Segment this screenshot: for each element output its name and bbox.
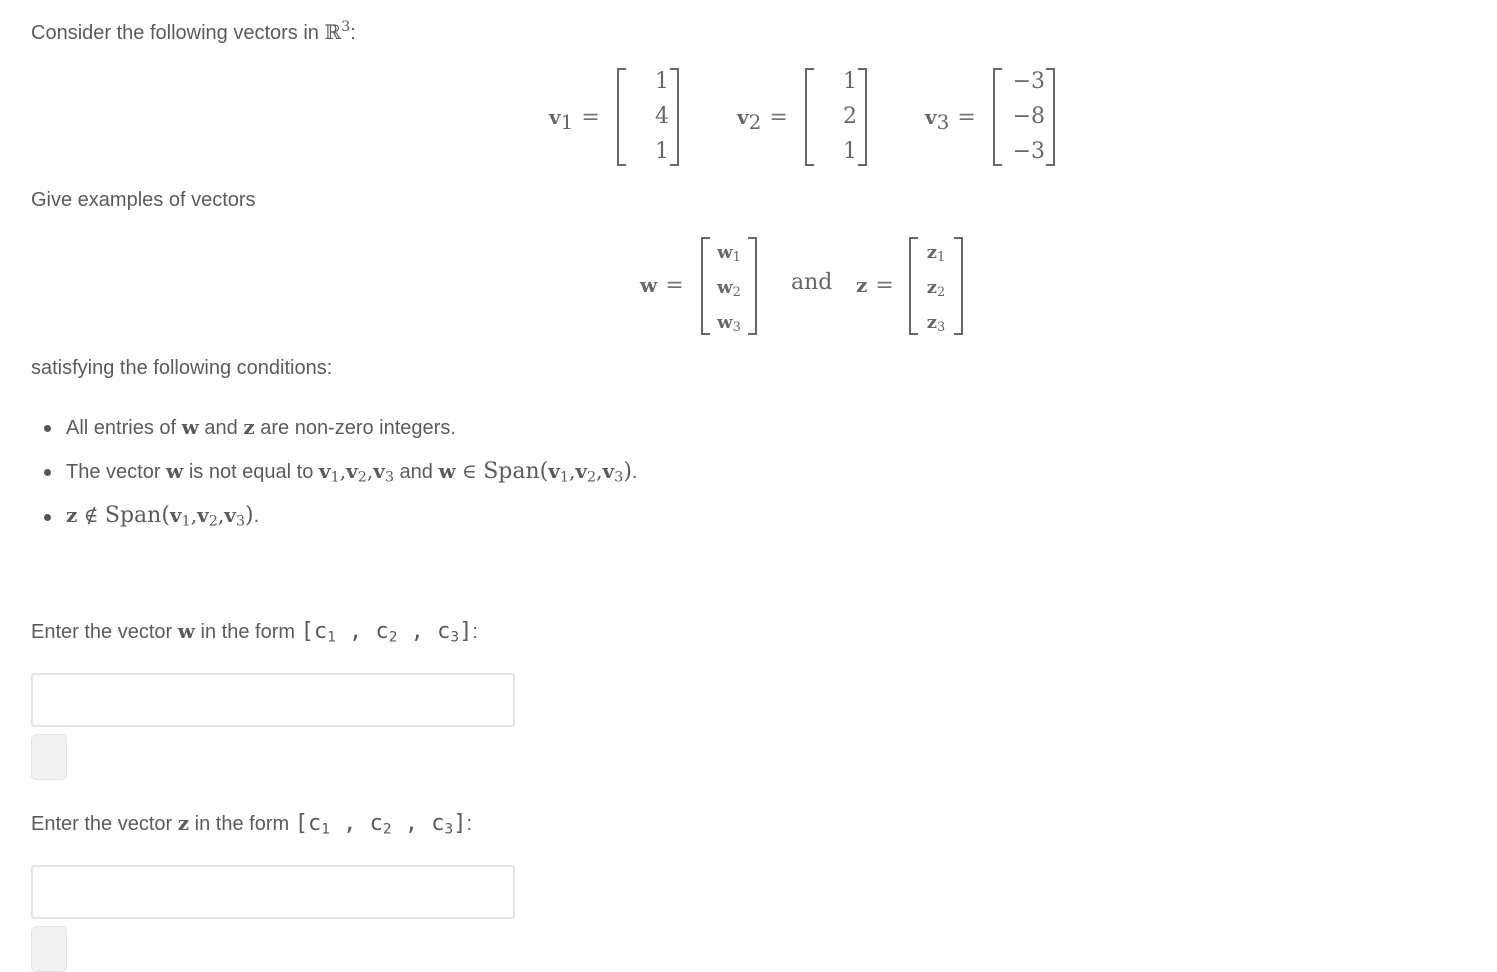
condition-3 [66,503,259,528]
v2-entry-2: 2 [843,104,857,129]
prompt-z-sep1: , c [329,811,383,836]
z-entry-2-base: z [926,277,937,298]
condition-3-v1-sub: 1 [181,513,191,530]
v2-entry-1: 1 [843,69,857,94]
condition-2-comma: , [569,459,576,483]
condition-3-v2: v [197,503,209,527]
w-entry-2-sub: 2 [732,285,741,301]
prompt-z-sub2: 2 [382,821,392,838]
w-answer-input[interactable] [31,673,515,727]
real-space-symbol: ℝ [324,20,342,44]
condition-1-text-a: All entries of [66,417,182,439]
prompt-w-colon: : [472,621,478,643]
v2-sub: 2 [748,110,762,134]
v2-entry-3: 1 [843,139,857,164]
v3-entry-1: −3 [1012,69,1045,94]
w-entry-1-sub: 1 [732,250,741,266]
bullet-icon [44,469,51,476]
condition-3-period: . [253,505,260,527]
not-element-of-symbol: ∉ [77,503,105,527]
v2-label [737,105,788,134]
bullet-icon [44,425,51,432]
w-name: w [640,273,658,297]
span-close: ) [623,459,632,484]
condition-2 [66,459,637,484]
real-space-power: 3 [341,19,351,36]
prompt-w-sep2: , c [397,619,451,644]
v2-name: v [737,105,749,129]
w-entry-3-base: w [717,312,733,333]
prompt-w-sub2: 2 [388,629,398,646]
condition-2-span-v3-sub: 3 [614,469,624,486]
v3-entry-3: −3 [1012,139,1045,164]
w-answer-preview-button[interactable] [31,734,67,780]
z-entry-1 [909,242,963,266]
z-matrix [909,237,963,335]
condition-3-v3-sub: 3 [235,513,245,530]
v3-matrix [993,68,1055,166]
v1-label [549,105,600,134]
v3-entry-2: −8 [1012,104,1045,129]
prompt-w-sub1: 1 [327,629,336,646]
span-open: Span( [104,503,170,528]
intro-label: Consider the following vectors in [31,22,325,44]
prompt-z-sep2: , c [391,811,445,836]
intro-text [31,20,356,45]
condition-3-comma: , [190,503,198,527]
v3-equals: = [957,105,976,130]
span-open: Span( [483,459,549,484]
and-word: and [791,270,833,295]
condition-2-comma: , [366,459,374,483]
w-matrix [701,237,757,335]
condition-2-span-v2: v [575,459,588,483]
z-name: z [856,273,868,297]
z-entry-3-base: z [926,312,937,333]
condition-3-z: z [66,503,78,527]
w-entry-3 [701,312,757,336]
v3-sub: 3 [936,110,950,134]
z-entry-2-sub: 2 [936,285,946,301]
v2-equals: = [769,105,788,130]
condition-2-span-v1: v [548,459,560,483]
prompt-z-sub3: 3 [444,821,454,838]
prompt-z-form-close: ] [453,811,467,836]
give-examples-text: Give examples of vectors [31,189,256,211]
condition-2-text-a: The vector [66,461,167,483]
condition-3-v1: v [169,503,182,527]
z-label [856,273,894,298]
w-equals: = [665,273,684,298]
z-entry-1-base: z [926,242,937,263]
v1-entry-2: 4 [655,104,669,129]
z-equals: = [875,273,894,298]
z-entry-3-sub: 3 [936,320,946,336]
condition-2-w: w [166,459,184,483]
condition-2-span-v2-sub: 2 [587,469,597,486]
condition-2-comma: , [596,459,603,483]
prompt-w-sep1: , c [335,619,389,644]
prompt-w-form-open: [c [300,619,328,644]
bullet-icon [44,514,51,521]
condition-3-v2-sub: 2 [208,513,218,530]
condition-3-comma: , [217,503,225,527]
prompt-w [31,619,478,644]
condition-1 [66,415,456,440]
condition-2-v3: v [373,459,385,483]
condition-2-text-b: is not equal to [183,461,319,483]
z-entry-1-sub: 1 [936,250,946,266]
intro-colon: : [350,22,356,44]
prompt-z [31,811,472,836]
condition-2-v3-sub: 3 [384,469,394,486]
span-close: ) [244,503,254,528]
prompt-w-text-b: in the form [194,621,301,643]
condition-2-v1: v [318,459,331,483]
satisfying-text: satisfying the following conditions: [31,357,333,379]
prompt-z-colon: : [466,813,473,835]
condition-1-text-c: are non-zero integers. [254,417,456,439]
z-entry-2 [909,277,963,301]
v1-name: v [549,105,561,129]
condition-2-period: . [631,461,638,483]
condition-2-comma: , [339,459,347,483]
z-entry-3 [909,312,963,336]
w-label [640,273,684,298]
condition-2-w2: w [438,459,456,483]
prompt-w-form-close: ] [459,619,473,644]
w-entry-2-base: w [717,277,733,298]
prompt-w-text-a: Enter the vector [31,621,178,643]
w-entry-1 [701,242,757,266]
prompt-z-form-open: [c [294,811,322,836]
element-of-symbol: ∈ [455,459,484,483]
condition-1-z: z [243,415,255,439]
condition-3-v3: v [224,503,236,527]
w-entry-3-sub: 3 [732,320,741,336]
prompt-z-vector: z [177,811,190,835]
prompt-z-text-a: Enter the vector [31,813,178,835]
condition-2-span-v1-sub: 1 [559,469,570,486]
condition-2-v1-sub: 1 [330,469,340,486]
v1-matrix [617,68,679,166]
w-entry-1-base: w [717,242,733,263]
condition-1-w: w [181,415,199,439]
v1-entry-3: 1 [655,139,669,164]
w-entry-2 [701,277,757,301]
v3-name: v [925,105,937,129]
prompt-z-sub1: 1 [321,821,330,838]
v2-matrix [805,68,867,166]
z-answer-input[interactable] [31,865,515,919]
v1-equals: = [581,105,600,130]
v1-sub: 1 [560,110,574,134]
v1-entry-1: 1 [655,69,669,94]
condition-2-v2-sub: 2 [357,469,367,486]
prompt-w-sub3: 3 [450,629,460,646]
condition-2-span-v3: v [602,459,615,483]
condition-2-v2: v [346,459,358,483]
v3-label [925,105,976,134]
prompt-w-vector: w [177,619,195,643]
prompt-z-text-b: in the form [189,813,295,835]
condition-1-text-b: and [198,417,244,439]
condition-2-text-c: and [393,461,439,483]
